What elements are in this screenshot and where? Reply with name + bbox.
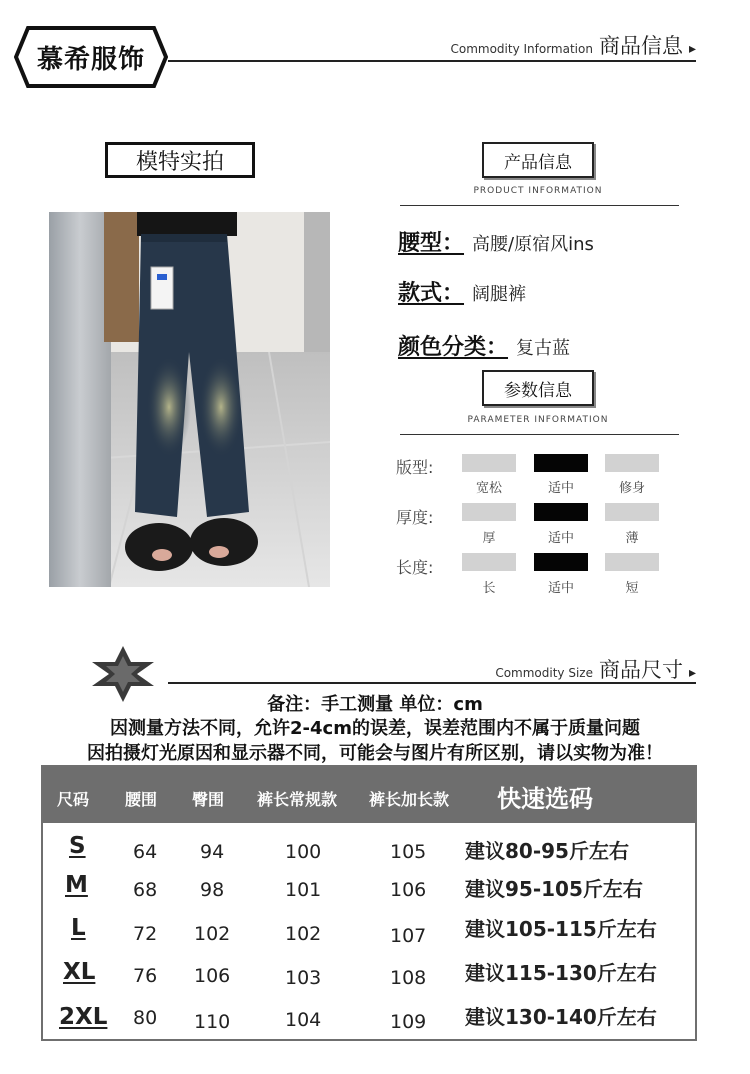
- column-header-quick-size: 快速选码: [497, 785, 593, 813]
- product-info-subtitle: PRODUCT INFORMATION: [473, 186, 603, 196]
- param-label-thickness: 厚度:: [396, 508, 434, 527]
- param-option: 厚: [482, 531, 496, 546]
- param-swatch-selected: [534, 553, 588, 571]
- param-swatch: [462, 503, 516, 521]
- param-info-title: 参数信息: [482, 370, 594, 406]
- section-header-info: [360, 30, 696, 60]
- model-photo: [49, 212, 330, 587]
- table-cell: 109: [390, 1011, 427, 1033]
- section-header-zh: 商品尺寸: [598, 658, 683, 682]
- table-cell: 103: [285, 967, 322, 989]
- param-swatch-selected: [534, 503, 588, 521]
- section-header-en: Commodity Size: [495, 666, 593, 680]
- section-header-zh: 商品信息: [598, 34, 683, 58]
- attribute-key: 腰型：: [398, 231, 465, 256]
- param-swatch: [605, 503, 659, 521]
- attribute-color: [398, 330, 570, 361]
- attribute-style: [398, 276, 526, 307]
- param-swatch: [462, 553, 516, 571]
- table-cell: 104: [285, 1009, 322, 1031]
- table-cell: 110: [194, 1011, 231, 1033]
- param-option: 修身: [618, 481, 645, 496]
- param-swatch-selected: [534, 454, 588, 472]
- param-option: 长: [482, 581, 496, 596]
- param-swatch: [605, 454, 659, 472]
- attribute-value: 复古蓝: [516, 338, 571, 359]
- table-cell: 72: [133, 923, 158, 945]
- arrow-right-icon: ▸: [688, 665, 696, 681]
- attribute-value: 阔腿裤: [472, 284, 527, 305]
- table-cell: 102: [194, 923, 231, 945]
- section-divider: [168, 682, 696, 684]
- attribute-waist: [398, 226, 594, 257]
- column-header: 腰围: [125, 790, 158, 809]
- table-cell: 80: [133, 1007, 158, 1029]
- column-header: 臀围: [192, 790, 225, 809]
- product-info-title: 产品信息: [482, 142, 594, 178]
- size-label: S: [69, 833, 86, 859]
- table-cell: 76: [133, 965, 158, 987]
- param-label-fit: 版型:: [396, 458, 434, 477]
- table-cell: 100: [285, 841, 322, 863]
- attribute-key: 颜色分类：: [398, 335, 509, 360]
- size-table: [41, 765, 697, 1041]
- note-lighting: 因拍摄灯光原因和显示器不同，可能会与图片有所区别，请以实物为准！: [87, 743, 663, 764]
- param-info-divider: [400, 434, 679, 435]
- brand-logo: [14, 24, 168, 90]
- param-label-length: 长度:: [396, 558, 434, 577]
- param-swatch: [605, 553, 659, 571]
- size-recommendation: 建议80-95斤左右: [465, 839, 629, 863]
- table-cell: 64: [133, 841, 158, 863]
- note-tolerance: 因测量方法不同，允许2-4cm的误差，误差范围内不属于质量问题: [110, 718, 640, 739]
- section-header-en: Commodity Information: [450, 42, 593, 56]
- table-cell: 94: [200, 841, 225, 863]
- param-option: 薄: [625, 531, 639, 546]
- param-option: 适中: [547, 481, 574, 496]
- size-recommendation: 建议95-105斤左右: [465, 877, 643, 901]
- size-label: XL: [63, 959, 96, 985]
- size-recommendation: 建议130-140斤左右: [465, 1005, 657, 1029]
- size-label: L: [71, 915, 86, 941]
- size-recommendation: 建议115-130斤左右: [465, 961, 657, 985]
- size-table-header: [43, 767, 695, 823]
- section-divider: [168, 60, 696, 62]
- product-info-divider: [400, 205, 679, 206]
- table-cell: 68: [133, 879, 158, 901]
- attribute-key: 款式：: [398, 281, 465, 306]
- param-swatch: [462, 454, 516, 472]
- table-cell: 101: [285, 879, 322, 901]
- column-header: 尺码: [57, 790, 90, 809]
- brand-name: 慕希服饰: [36, 44, 145, 75]
- table-cell: 107: [390, 925, 427, 947]
- param-option: 短: [625, 581, 639, 596]
- param-option: 宽松: [475, 481, 502, 496]
- table-cell: 106: [194, 965, 231, 987]
- size-label: M: [65, 872, 88, 898]
- table-cell: 102: [285, 923, 322, 945]
- arrow-right-icon: ▸: [688, 41, 696, 57]
- section-header-size: [360, 654, 696, 684]
- table-cell: 106: [390, 879, 427, 901]
- table-cell: 108: [390, 967, 427, 989]
- size-label: 2XL: [59, 1004, 108, 1030]
- attribute-value: 高腰/原宿风ins: [472, 234, 594, 255]
- param-option: 适中: [547, 531, 574, 546]
- param-info-subtitle: PARAMETER INFORMATION: [467, 415, 609, 425]
- param-option: 适中: [547, 581, 574, 596]
- column-header: 裤长加长款: [369, 790, 450, 809]
- table-cell: 98: [200, 879, 225, 901]
- note-measure: 备注：手工测量 单位：cm: [267, 694, 483, 715]
- model-photo-label: 模特实拍: [105, 142, 255, 178]
- table-cell: 105: [390, 841, 427, 863]
- size-recommendation: 建议105-115斤左右: [465, 917, 657, 941]
- column-header: 裤长常规款: [257, 790, 338, 809]
